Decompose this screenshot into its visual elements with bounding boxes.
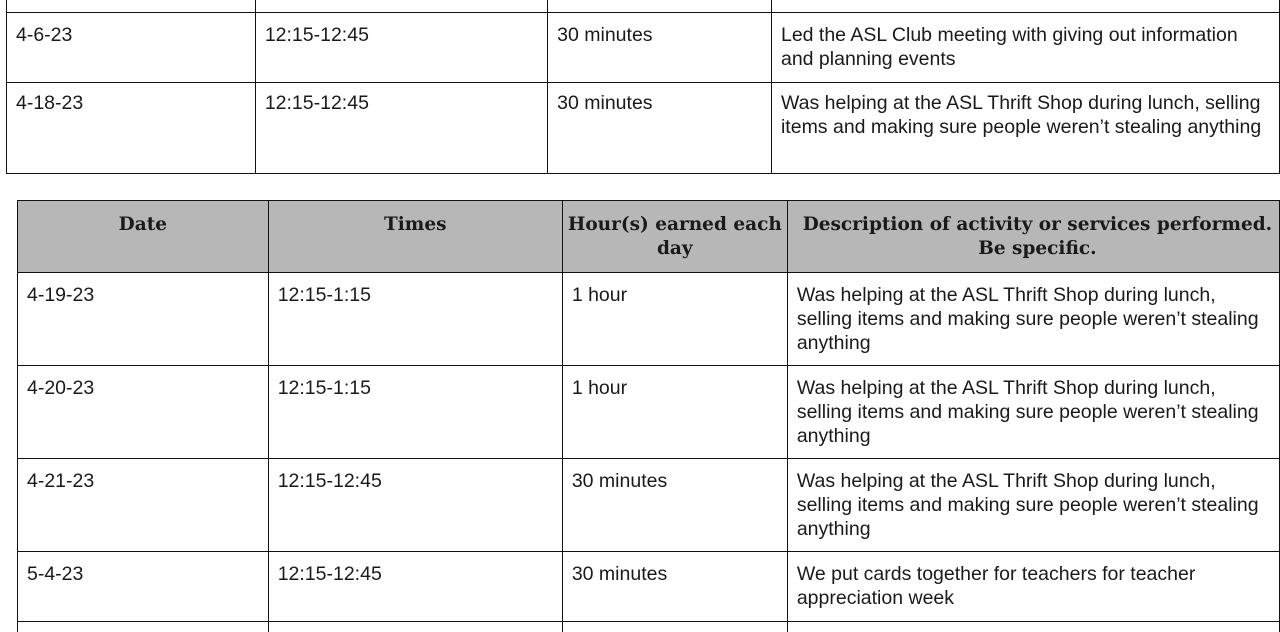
times-cell: 12:15-12:45 — [268, 552, 562, 622]
date-cell: 4-18-23 — [7, 83, 256, 174]
hours-cell: 30 minutes — [562, 459, 787, 552]
table-row — [18, 459, 1280, 552]
date-header: Date — [18, 201, 269, 273]
hours-cell — [548, 0, 772, 13]
table-row — [7, 13, 1280, 83]
date-cell — [7, 0, 256, 13]
table-row — [7, 83, 1280, 174]
times-cell: 12:15-12:45 — [255, 83, 547, 174]
description-cell: We put cards together for teachers for teacher appreciation week — [787, 552, 1279, 622]
hours-cell: 30 minutes — [548, 13, 772, 83]
times-cell: 12:15-12:45 — [255, 13, 547, 83]
date-cell: 4-19-23 — [18, 273, 269, 366]
times-cell: 12:15-1:15 — [268, 366, 562, 459]
hours-cell: 30 minutes — [548, 83, 772, 174]
table-header-row — [18, 201, 1280, 273]
hours-cell: 30 minutes — [562, 552, 787, 622]
description-cell — [787, 622, 1279, 632]
date-cell: 5-4-23 — [18, 552, 269, 622]
table-row — [18, 552, 1280, 622]
hours-cell — [562, 622, 787, 632]
date-cell: 4-21-23 — [18, 459, 269, 552]
description-cell: Was helping at the ASL Thrift Shop during lunch, selling items and making sure people weren’t stealing anything — [787, 459, 1279, 552]
times-header: Times — [268, 201, 562, 273]
times-cell — [255, 0, 547, 13]
table-row — [18, 366, 1280, 459]
description-cell: Was helping at the ASL Thrift Shop during lunch, selling items and making sure people weren’t stealing anything — [771, 83, 1279, 174]
date-cell: 4-6-23 — [7, 13, 256, 83]
description-header: Description of activity or services performed. Be specific. — [787, 201, 1279, 273]
description-cell — [771, 0, 1279, 13]
description-cell: Led the ASL Club meeting with giving out information and planning events — [771, 13, 1279, 83]
description-cell: Was helping at the ASL Thrift Shop during lunch, selling items and making sure people weren’t stealing anything — [787, 366, 1279, 459]
hours-cell: 1 hour — [562, 273, 787, 366]
service-log-table — [17, 200, 1280, 632]
date-cell: 4-20-23 — [18, 366, 269, 459]
table-row — [18, 622, 1280, 632]
table-row — [18, 273, 1280, 366]
description-cell: Was helping at the ASL Thrift Shop during lunch, selling items and making sure people weren’t stealing anything — [787, 273, 1279, 366]
table-row — [7, 0, 1280, 13]
service-log-table-continued — [6, 0, 1280, 174]
date-cell — [18, 622, 269, 632]
times-cell: 12:15-1:15 — [268, 273, 562, 366]
hours-cell: 1 hour — [562, 366, 787, 459]
times-cell — [268, 622, 562, 632]
times-cell: 12:15-12:45 — [268, 459, 562, 552]
hours-header: Hour(s) earned each day — [562, 201, 787, 273]
